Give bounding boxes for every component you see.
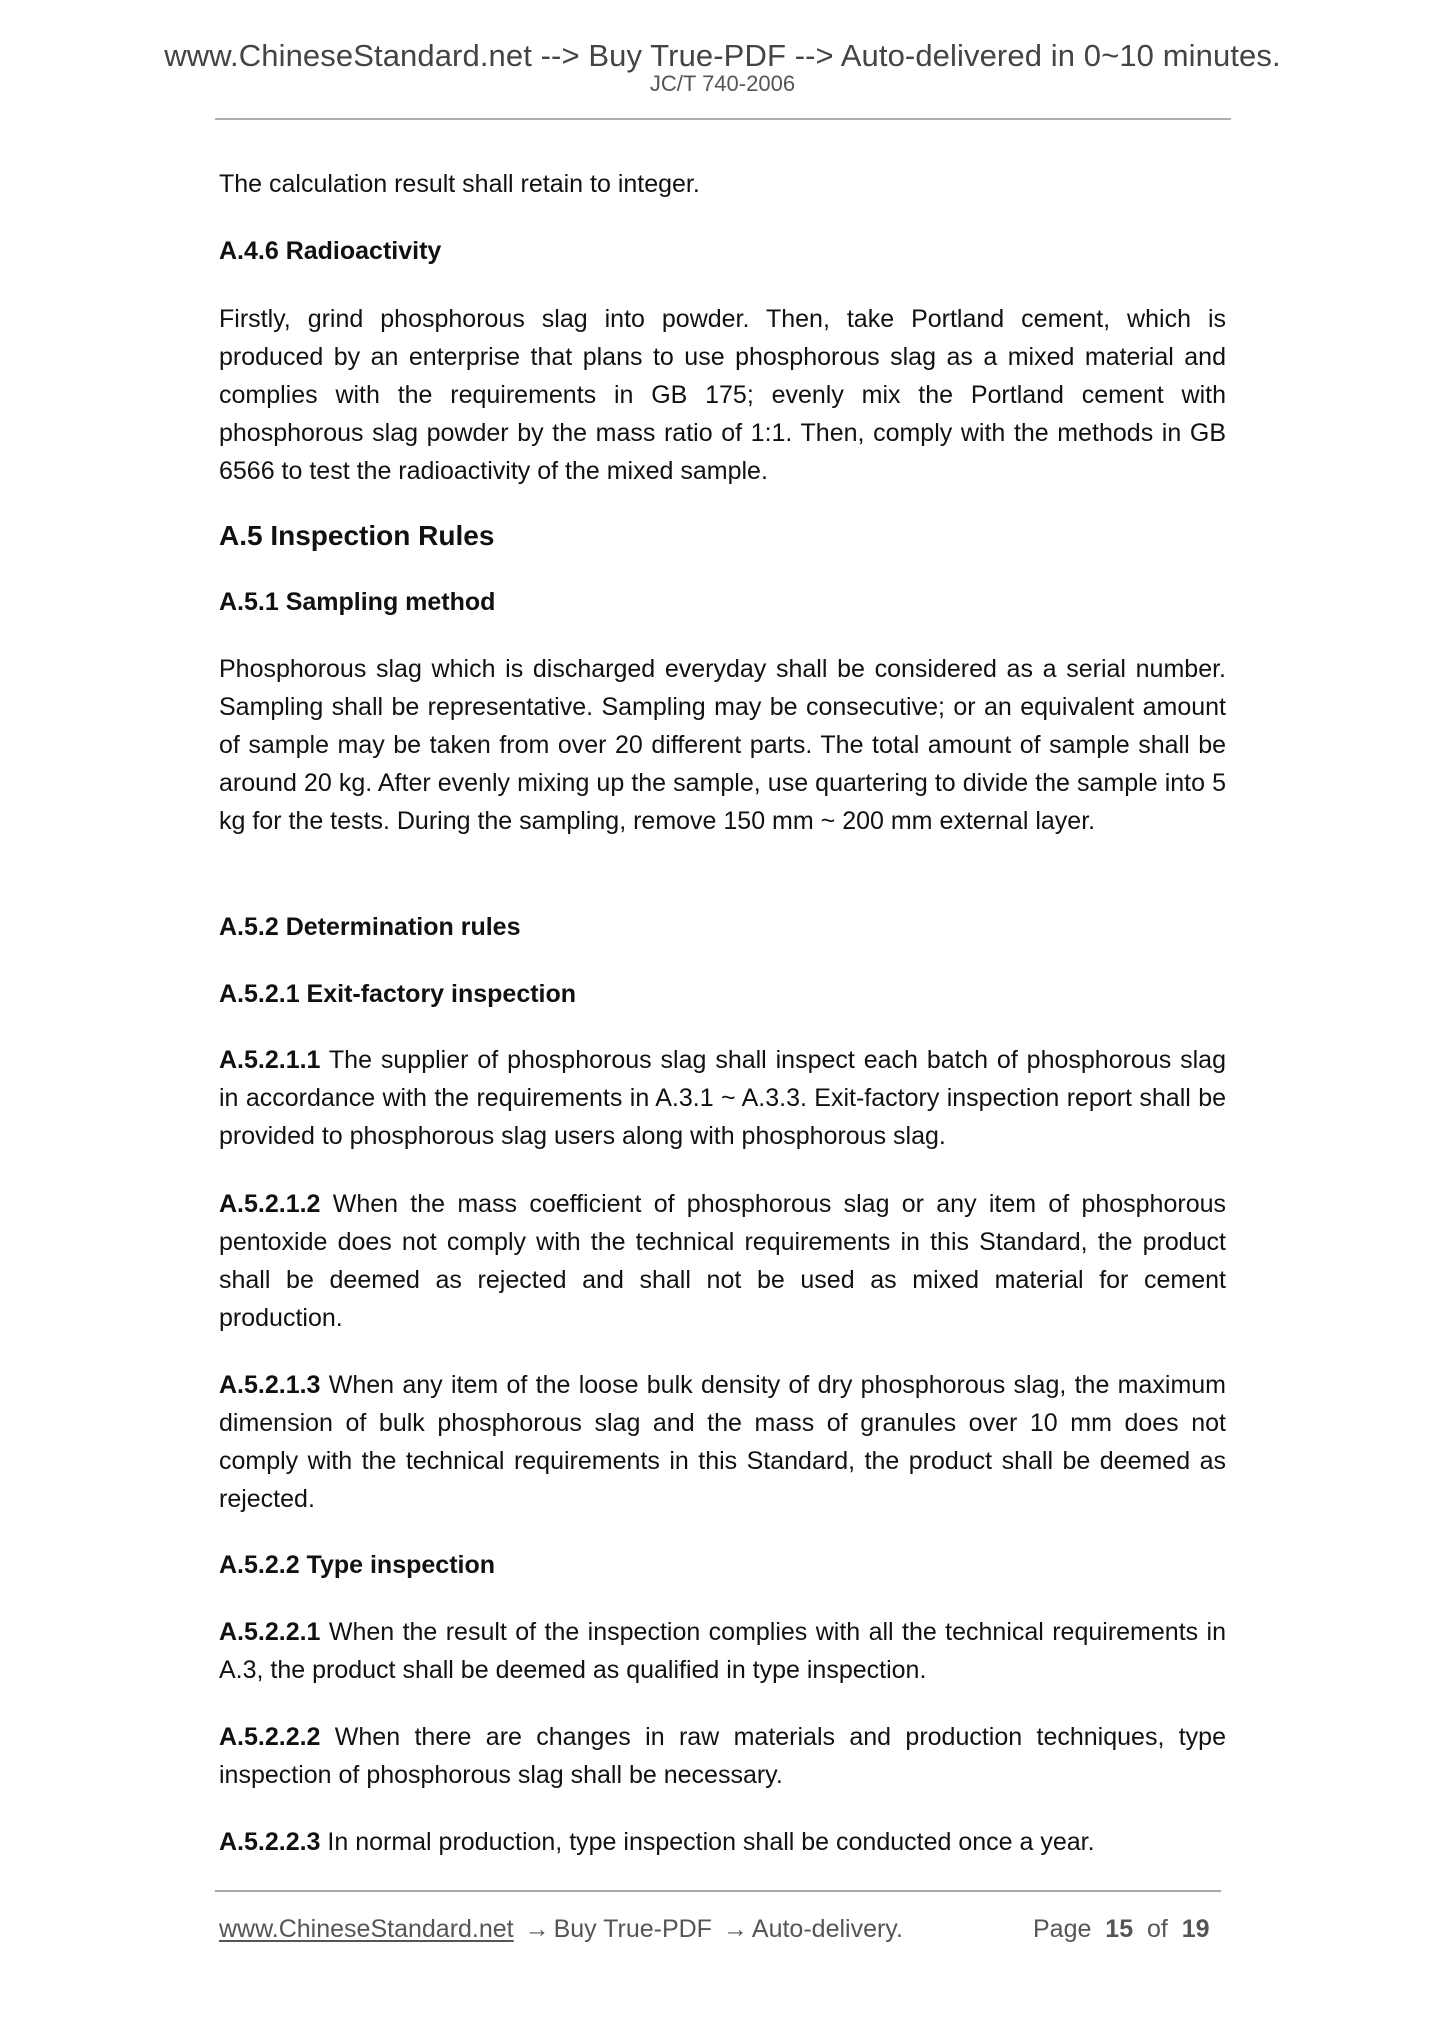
page-indicator	[1033, 1914, 1210, 1944]
clause-number: A.5.2.2.3	[219, 1828, 321, 1856]
clause-a-5-2-2-3	[219, 1823, 1226, 1861]
heading-a-4-6: A.4.6 Radioactivity	[219, 237, 442, 265]
clause-text: The supplier of phosphorous slag shall inspect each batch of phosphorous slag in accordance with the requirements in A.3.1 ~ A.3.3. Exit-factory inspection report shall be provided to phosphorous slag users along with phosphorous slag.	[219, 1046, 1226, 1150]
footer-site-link[interactable]: www.ChineseStandard.net	[219, 1915, 514, 1943]
heading-a-5: A.5 Inspection Rules	[219, 520, 495, 551]
paragraph-a-4-6: Firstly, grind phosphorous slag into powder. Then, take Portland cement, which is produced by an enterprise that plans to use phosphorous slag as a mixed material and complies with the requirements in GB 175; evenly mix the Portland cement with phosphorous slag powder by the mass ratio of 1:1. Then, comply with the methods in GB 6566 to test the radioactivity of the mixed sample.	[219, 305, 1226, 485]
paragraph-a-5-1: Phosphorous slag which is discharged everyday shall be considered as a serial number. Sampling shall be representative. Sampling may be consecutive; or an equivalent amount of sample may be taken from over 20 different parts. The total amount of sample shall be around 20 kg. After evenly mixing up the sample, use quartering to divide the sample into 5 kg for the tests. During the sampling, remove 150 mm ~ 200 mm external layer.	[219, 655, 1226, 835]
page-label: Page	[1033, 1915, 1092, 1943]
clause-text: When the result of the inspection complies with all the technical requirements in A.3, the product shall be deemed as qualified in type inspection.	[219, 1618, 1226, 1684]
clause-number: A.5.2.2.1	[219, 1618, 321, 1646]
clause-text: When any item of the loose bulk density of dry phosphorous slag, the maximum dimension of bulk phosphorous slag and the mass of granules over 10 mm does not comply with the technical requirements in this Standard, the product shall be deemed as rejected.	[219, 1371, 1226, 1513]
clause-number: A.5.2.1.2	[219, 1190, 321, 1218]
clause-a-5-2-2-2	[219, 1718, 1226, 1794]
heading-a-5-2-2: A.5.2.2 Type inspection	[219, 1551, 496, 1579]
document-code: JC/T 740-2006	[649, 71, 796, 96]
clause-a-5-2-1-2	[219, 1185, 1226, 1337]
clause-text: When there are changes in raw materials and production techniques, type inspection of phosphorous slag shall be necessary.	[219, 1723, 1226, 1789]
footer-delivery-text: Auto-delivery.	[751, 1915, 903, 1943]
clause-a-5-2-1-3	[219, 1366, 1226, 1518]
arrow-right-icon: →	[722, 1915, 748, 1943]
clause-number: A.5.2.1.3	[219, 1371, 321, 1399]
current-page-number: 15	[1105, 1915, 1134, 1943]
footer-divider	[215, 1890, 1221, 1892]
page-footer	[219, 1914, 1219, 1944]
clause-number: A.5.2.1.1	[219, 1046, 321, 1074]
heading-a-5-2: A.5.2 Determination rules	[219, 913, 521, 941]
intro-paragraph: The calculation result shall retain to integer.	[219, 170, 700, 198]
header-banner: www.ChineseStandard.net --> Buy True-PDF --> Auto-delivered in 0~10 minutes.	[164, 38, 1281, 73]
heading-a-5-2-1: A.5.2.1 Exit-factory inspection	[219, 980, 577, 1008]
arrow-right-icon: →	[524, 1915, 550, 1943]
total-pages-number: 19	[1181, 1915, 1210, 1943]
clause-text: When the mass coefficient of phosphorous slag or any item of phosphorous pentoxide does not comply with the technical requirements in this Standard, the product shall be deemed as rejected and shall not be used as mixed material for cement production.	[219, 1190, 1226, 1332]
footer-buy-text: Buy True-PDF	[553, 1915, 712, 1943]
header-divider	[215, 118, 1231, 120]
of-label: of	[1147, 1915, 1168, 1943]
clause-number: A.5.2.2.2	[219, 1723, 321, 1751]
heading-a-5-1: A.5.1 Sampling method	[219, 588, 496, 616]
clause-text: In normal production, type inspection shall be conducted once a year.	[320, 1828, 1095, 1856]
clause-a-5-2-1-1	[219, 1041, 1226, 1155]
clause-a-5-2-2-1	[219, 1613, 1226, 1689]
